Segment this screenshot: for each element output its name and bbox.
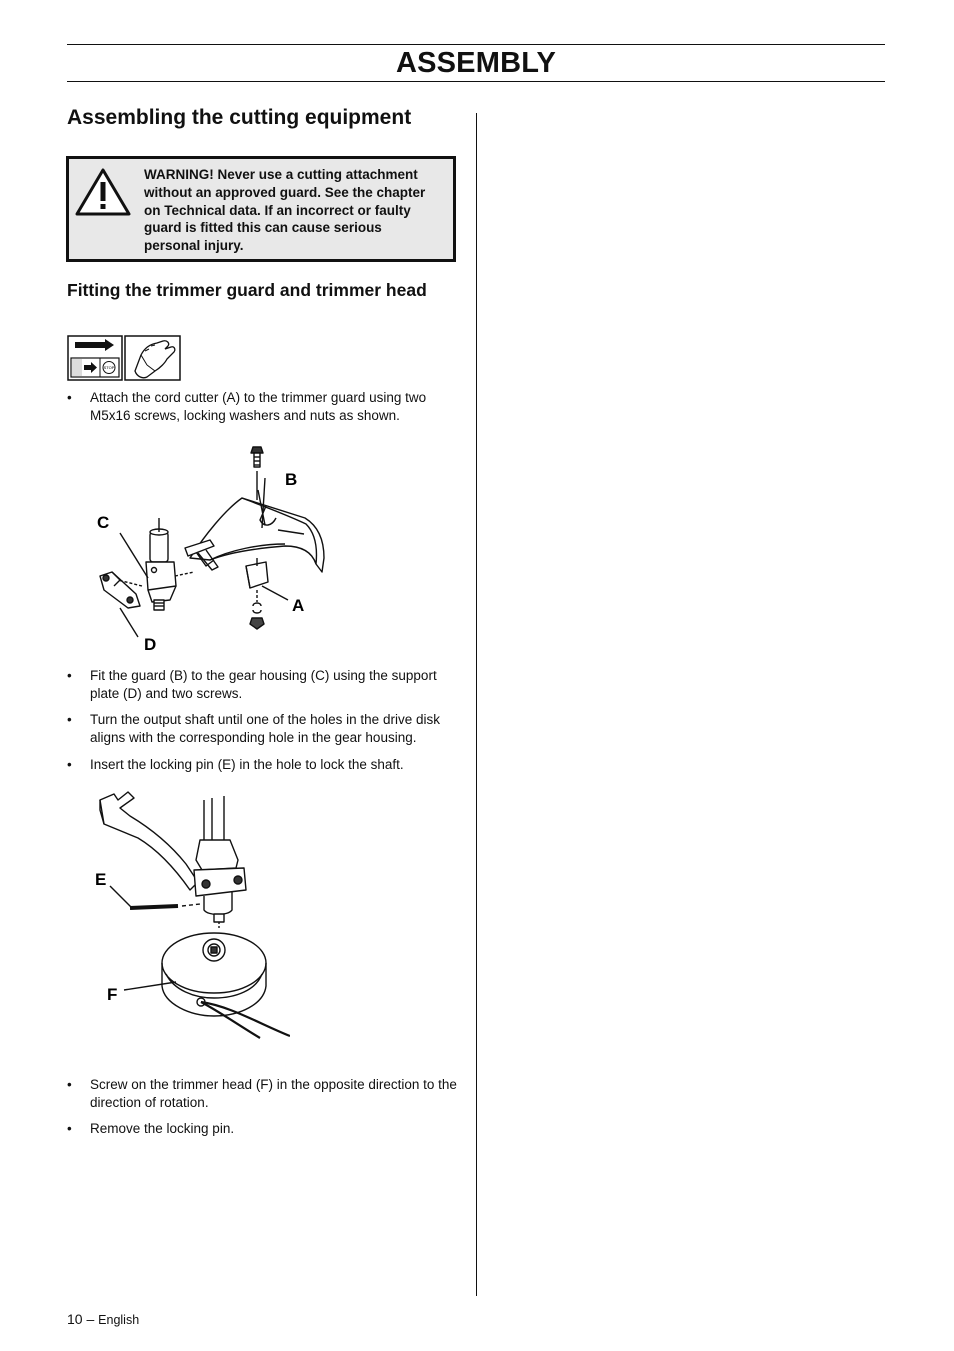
warning-line: personal injury. xyxy=(144,238,244,254)
step-text: Screw on the trimmer head (F) in the opposite direction to the direction of rotation. xyxy=(90,1077,457,1110)
column-divider xyxy=(476,113,477,1296)
page-footer xyxy=(67,1311,139,1327)
locking-pin-icon xyxy=(130,904,200,908)
protective-gloves-symbol-icon xyxy=(125,336,180,380)
warning-line: WARNING! Never use a cutting attachment xyxy=(144,167,418,182)
section-title: Assembling the cutting equipment xyxy=(67,106,412,129)
step-item xyxy=(67,667,457,702)
step-text: Turn the output shaft until one of the holes in the drive disk aligns with the corresponding hole in the gear housing. xyxy=(90,712,440,745)
warning-text xyxy=(144,166,450,255)
gear-housing-icon xyxy=(194,868,246,930)
figure-label-c: C xyxy=(97,513,110,532)
warning-box xyxy=(66,156,456,262)
page-title: ASSEMBLY xyxy=(395,47,557,79)
warning-triangle-icon xyxy=(75,167,131,217)
bullet-marker: • xyxy=(67,757,72,772)
bullet-marker: • xyxy=(67,390,72,405)
figure-label-b: B xyxy=(285,470,298,489)
bullet-marker: • xyxy=(67,668,72,683)
safety-symbols xyxy=(67,335,181,381)
warning-line: on Technical data. If an incorrect or faulty xyxy=(144,202,411,218)
shaft-icon xyxy=(196,796,238,870)
bullet-marker: • xyxy=(67,1121,72,1136)
figure-guard-assembly xyxy=(90,440,340,652)
step-item xyxy=(67,711,457,746)
figure-trimmer-head xyxy=(90,788,290,1040)
step-item xyxy=(67,1120,457,1138)
page-header xyxy=(67,44,885,82)
figure-label-e: E xyxy=(95,870,107,889)
figure-label-a: A xyxy=(292,596,305,615)
footer-language: English xyxy=(98,1313,140,1327)
bullet-marker: • xyxy=(67,1077,72,1092)
warning-line: guard is fitted this can cause serious xyxy=(144,220,382,236)
step-text: Attach the cord cutter (A) to the trimmer guard using two M5x16 screws, locking washers and nuts as shown. xyxy=(90,390,427,423)
step-text: Insert the locking pin (E) in the hole to lock the shaft. xyxy=(90,757,404,772)
subsection-title: Fitting the trimmer guard and trimmer head xyxy=(67,280,427,300)
support-plate-icon xyxy=(100,572,140,608)
guard-screw-icon xyxy=(251,447,263,467)
step-item xyxy=(67,389,457,424)
trimmer-guard-icon xyxy=(185,498,324,572)
step-item xyxy=(67,756,457,774)
footer-dash: – xyxy=(86,1311,95,1327)
header-rule-bottom xyxy=(67,81,885,82)
step-text: Fit the guard (B) to the gear housing (C) using the support plate (D) and two screws. xyxy=(90,668,437,701)
figure-label-d: D xyxy=(144,635,157,652)
stop-label: STOP xyxy=(103,365,115,370)
bullet-marker: • xyxy=(67,712,72,727)
step-text: Remove the locking pin. xyxy=(90,1121,235,1136)
engine-stop-symbol-icon xyxy=(68,336,122,380)
trimmer-head-icon xyxy=(162,933,290,1038)
figure-label-f: F xyxy=(107,985,118,1004)
washer-nut-icon xyxy=(250,590,264,629)
gear-housing-icon xyxy=(146,518,176,610)
guard-arm-icon xyxy=(100,792,198,890)
page-number: 10 xyxy=(67,1311,83,1327)
step-item xyxy=(67,1076,457,1111)
warning-line: without an approved guard. See the chapter xyxy=(144,184,426,200)
cord-cutter-icon xyxy=(246,558,268,588)
